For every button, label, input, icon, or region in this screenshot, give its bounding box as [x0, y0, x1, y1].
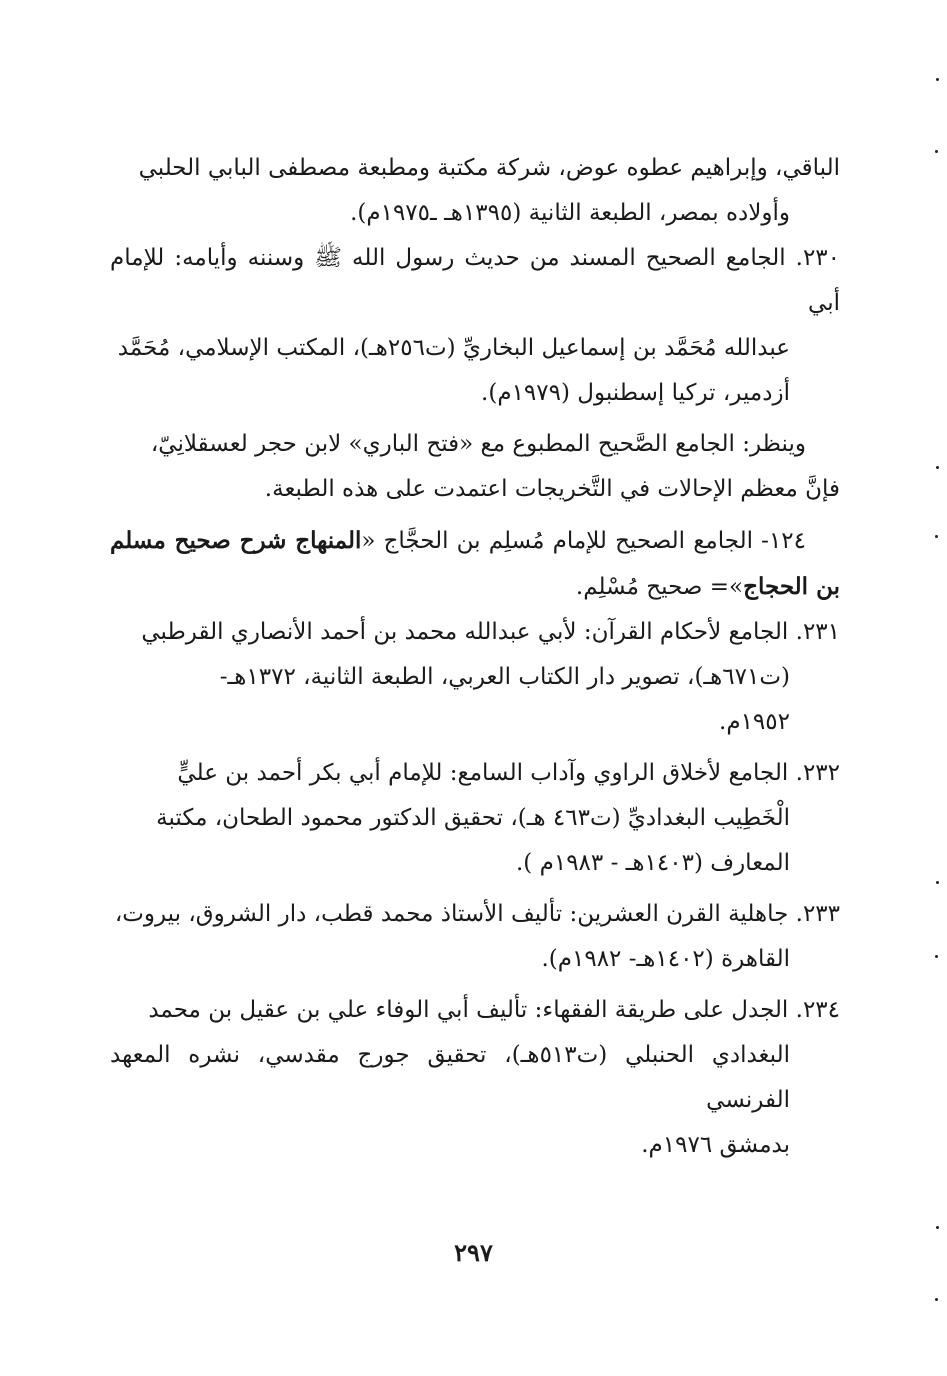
entry-232-line-3: المعارف (١٤٠٣هـ - ١٩٨٣م ). [516, 850, 790, 876]
entry-230-line-2: عبدالله مُحَمَّد بن إسماعيل البخاريِّ (ت٢٥٦هـ)، المكتب الإسلامي، مُحَمَّد [117, 335, 790, 361]
scan-speck [935, 535, 938, 538]
note-124-suffix: »= صحيح مُسْلِم. [575, 574, 744, 600]
scan-speck [935, 1298, 938, 1301]
scan-speck [935, 955, 938, 958]
note-230 [110, 422, 840, 512]
entry-231-line-3: ١٩٥٢م. [719, 709, 790, 735]
continuation-line-1: الباقي، وإبراهيم عطوه عوض، شركة مكتبة ومطبعة مصطفى البابي الحلبي [138, 155, 840, 181]
entry-231-line-1: ٢٣١. الجامع لأحكام القرآن: لأبي عبدالله محمد بن أحمد الأنصاري القرطبي [141, 619, 840, 645]
entry-231 [110, 610, 840, 745]
entry-234-line-3: بدمشق ١٩٧٦م. [641, 1132, 790, 1158]
entry-232-line-1: ٢٣٢. الجامع لأخلاق الراوي وآداب السامع: للإمام أبي بكر أحمد بن عليٍّ [177, 760, 840, 786]
scan-speck [936, 881, 939, 884]
entry-234-line-2: البغدادي الحنبلي (ت٥١٣هـ)، تحقيق جورج مقدسي، نشره المعهد الفرنسي [110, 1042, 790, 1113]
entry-232-line-2: الْخَطِيب البغداديِّ (ت٤٦٣ هـ)، تحقيق الدكتور محمود الطحان، مكتبة [156, 805, 790, 831]
bibliography-body [110, 146, 840, 1168]
entry-233-line-2: القاهرة (١٤٠٢هـ- ١٩٨٢م). [541, 946, 790, 972]
note-230-line-1: وينظر: الجامع الصَّحيح المطبوع مع «فتح الباري» لابن حجر لعسقلانِيّ، [150, 431, 806, 457]
scan-speck [936, 1226, 939, 1229]
entry-232 [110, 751, 840, 886]
scan-speck [936, 466, 939, 469]
entry-231-line-2: (ت٦٧١هـ)، تصوير دار الكتاب العربي، الطبعة الثانية، ١٣٧٢هـ- [219, 664, 790, 690]
scan-speck [935, 150, 938, 153]
entry-233-line-1: ٢٣٣. جاهلية القرن العشرين: تأليف الأستاذ محمد قطب، دار الشروق، بيروت، [114, 901, 840, 927]
entry-233 [110, 892, 840, 982]
continuation-line-2: وأولاده بمصر، الطبعة الثانية (١٣٩٥هـ ـ١٩٧٥م). [350, 200, 790, 226]
note-124-bold-title: المنهاج شرح صحيح مسلم بن الحجاج [110, 527, 840, 600]
entry-234-line-1: ٢٣٤. الجدل على طريقة الفقهاء: تأليف أبي الوفاء علي بن عقيل بن محمد [148, 997, 840, 1023]
entry-230-line-3: أزدمير، تركيا إسطنبول (١٩٧٩م). [481, 380, 790, 406]
note-230-line-2: فإنَّ معظم الإحالات في التَّخريجات اعتمدت على هذه الطبعة. [264, 476, 840, 502]
scan-speck [936, 78, 939, 81]
continuation-paragraph [110, 146, 840, 236]
entry-230-line-1: ٢٣٠. الجامع الصحيح المسند من حديث رسول الله ﷺ وسننه وأيامه: للإمام أبي [110, 245, 840, 316]
entry-230 [110, 236, 840, 416]
page-number: ٢٩٧ [454, 1238, 493, 1267]
note-124 [110, 518, 840, 610]
entry-234 [110, 988, 840, 1168]
note-124-prefix: ١٢٤- الجامع الصحيح للإمام مُسلِم بن الحجَّاج « [361, 528, 806, 554]
